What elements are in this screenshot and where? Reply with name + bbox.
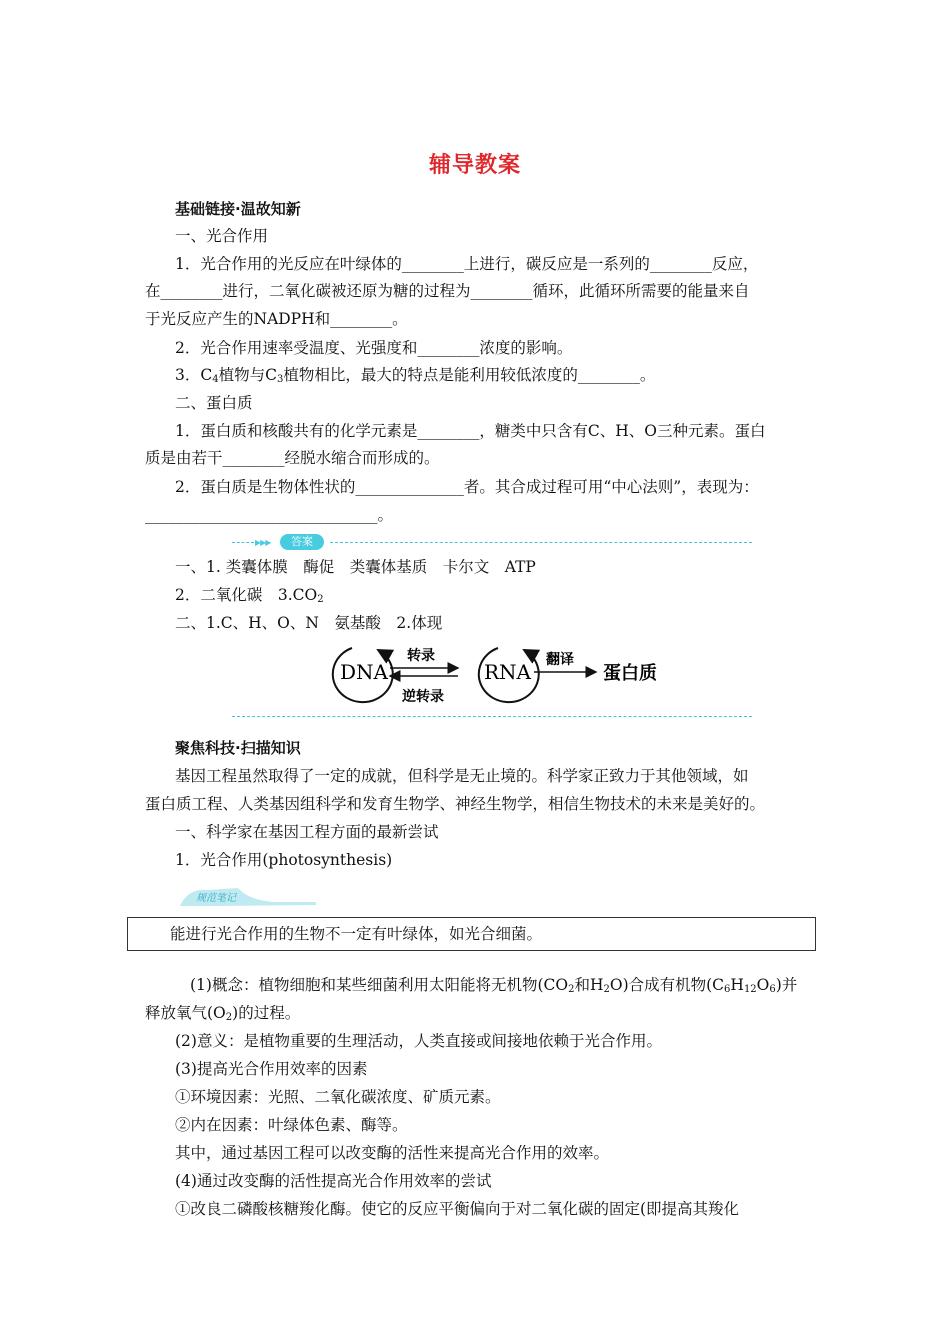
question-1-line-1: 1．光合作用的光反应在叶绿体的________上进行，碳反应是一系列的________反应， xyxy=(175,255,759,273)
protein-q1-line-1: 1．蛋白质和核酸共有的化学元素是________，糖类中只含有C、H、O三种元素。蛋白 xyxy=(175,422,766,440)
concept-text-d: H xyxy=(730,976,744,994)
answer-badge: 答案 xyxy=(280,534,324,550)
section-heading-tech: 聚焦科技·扫描知识 xyxy=(175,739,301,757)
sub-c6: 6 xyxy=(724,984,731,995)
protein-q1-line-2: 质是由若干________经脱水缩合而形成的。 xyxy=(145,449,440,467)
sub-heading-attempts: 一、科学家在基因工程方面的最新尝试 xyxy=(175,823,439,841)
note-text: 能进行光合作用的生物不一定有叶绿体，如光合细菌。 xyxy=(170,925,543,943)
answer-divider-left xyxy=(232,542,254,543)
sub-h2o: 2 xyxy=(603,984,610,995)
rna-label: RNA xyxy=(484,660,532,684)
concept-text-g: 释放氧气(O xyxy=(145,1004,226,1022)
protein-q2-line-1: 2．蛋白质是生物体性状的______________者。其合成过程可用“中心法则”，表现为： xyxy=(175,478,759,496)
sub-co2: 2 xyxy=(568,984,575,995)
factors-heading: (3)提高光合作用效率的因素 xyxy=(175,1060,368,1078)
concept-text-c: O)合成有机物(C xyxy=(609,976,725,994)
sub-h12: 12 xyxy=(743,984,757,995)
banner-label: 规范笔记 xyxy=(196,893,236,904)
part-heading-photosynthesis: 一、光合作用 xyxy=(175,227,269,245)
q3-subscript-1: 4 xyxy=(212,374,219,385)
sub-o6: 6 xyxy=(769,984,776,995)
attempt-1: ①改良二磷酸核糖羧化酶。使它的反应平衡偏向于对二氧化碳的固定(即提高其羧化 xyxy=(175,1200,740,1218)
answer-divider-bottom xyxy=(232,716,752,717)
answer-line-1: 一、1. 类囊体膜 酶促 类囊体基质 卡尔文 ATP xyxy=(175,558,536,576)
answer-line-2-text: 2．二氧化碳 3.CO xyxy=(175,586,318,604)
section-heading-basics: 基础链接·温故知新 xyxy=(175,200,301,218)
translation-label: 翻译 xyxy=(546,652,574,668)
factors-note: 其中，通过基因工程可以改变酶的活性来提高光合作用的效率。 xyxy=(175,1144,610,1162)
intro-para-line-2: 蛋白质工程、人类基因组科学和发育生物学、神经生物学，相信生物技术的未来是美好的。 xyxy=(145,795,766,813)
factors-internal: ②内在因素：叶绿体色素、酶等。 xyxy=(175,1116,408,1134)
concept-text-h: )的过程。 xyxy=(232,1004,301,1022)
question-3-pre: 3．C xyxy=(175,366,213,384)
protein-label: 蛋白质 xyxy=(603,663,657,684)
answer-subscript: 2 xyxy=(317,594,324,605)
concept-text-b: 和H xyxy=(574,976,604,994)
question-3-post: 植物相比，最大的特点是能利用较低浓度的________。 xyxy=(283,366,656,384)
significance: (2)意义：是植物重要的生理活动，人类直接或间接地依赖于光合作用。 xyxy=(175,1032,662,1050)
q3-subscript-2: 3 xyxy=(276,374,284,385)
question-2: 2．光合作用速率受温度、光强度和________浓度的影响。 xyxy=(175,339,573,357)
question-1-line-3: 于光反应产生的NADPH和________。 xyxy=(145,310,408,328)
concept-text-a: (1)概念：植物细胞和某些细菌利用太阳能将无机物(CO xyxy=(190,976,569,994)
question-3-mid: 植物与C xyxy=(218,366,277,384)
intro-para-line-1: 基因工程虽然取得了一定的成就，但科学是无止境的。科学家正致力于其他领域，如 xyxy=(175,767,749,785)
answer-divider-top xyxy=(330,542,752,543)
answer-line-3: 二、1.C、H、O、N 氨基酸 2.体现 xyxy=(175,614,443,632)
concept-text-e: O xyxy=(756,976,770,994)
central-dogma-diagram xyxy=(318,640,668,708)
part-heading-protein: 二、蛋白质 xyxy=(175,394,253,412)
item-photosynthesis: 1．光合作用(photosynthesis) xyxy=(175,851,393,869)
dna-label: DNA xyxy=(340,660,388,684)
sub-o2: 2 xyxy=(225,1012,233,1023)
question-1-line-2: 在________进行，二氧化碳被还原为糖的过程为________循环，此循环所需要的能量来自 xyxy=(145,282,750,300)
transcription-label: 转录 xyxy=(407,648,435,664)
note-banner xyxy=(178,884,318,910)
attempts-heading: (4)通过改变酶的活性提高光合作用效率的尝试 xyxy=(175,1172,492,1190)
page-title: 辅导教案 xyxy=(428,153,521,178)
concept-text-f: )并 xyxy=(775,976,798,994)
note-box xyxy=(127,917,816,951)
reverse-transcription-label: 逆转录 xyxy=(402,689,444,705)
factors-environment: ①环境因素：光照、二氧化碳浓度、矿质元素。 xyxy=(175,1088,501,1106)
arrow-decoration-icon: ▶▶▶ xyxy=(255,538,271,547)
protein-q2-line-2: ______________________________。 xyxy=(145,506,394,524)
